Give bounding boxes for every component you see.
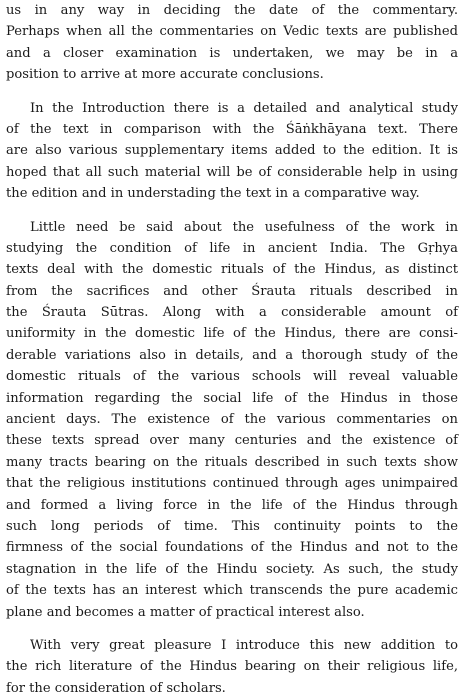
- text-line: us in any way in deciding the date of the commentary.: [6, 3, 458, 18]
- text-line: of the text in comparison with the Śāṅkhāyana text. There: [6, 121, 458, 137]
- text-line: hoped that all such material will be of considerable help in using: [6, 164, 458, 180]
- text-line: the edition and in understading the text in a comparative way.: [6, 186, 420, 202]
- text-line: firmness of the social foundations of the Hindus and not to the: [6, 540, 458, 556]
- text-line: that the religious institutions continued through ages unimpaired: [6, 476, 458, 492]
- text-line: Perhaps when all the commentaries on Vedic texts are published: [6, 24, 458, 40]
- paragraph-1: [6, 0, 458, 86]
- text-line: In the Introduction there is a detailed and analytical study: [30, 100, 458, 116]
- text-line: such long periods of time. This continuity points to the: [6, 518, 458, 534]
- text-line: Little need be said about the usefulness of the work in: [30, 219, 458, 235]
- document-page: [6, 0, 458, 699]
- text-line: for the consideration of scholars.: [6, 680, 226, 696]
- text-line: texts deal with the domestic rituals of the Hindus, as distinct: [6, 262, 458, 278]
- text-line: these texts spread over many centuries and the existence of: [6, 433, 458, 449]
- text-line: ancient days. The existence of the various commentaries on: [6, 412, 458, 428]
- text-line: from the sacrifices and other Śrauta rituals described in: [6, 283, 458, 299]
- text-line: and a closer examination is undertaken, we may be in a: [6, 45, 458, 61]
- text-line: uniformity in the domestic life of the Hindus, there are consi-: [6, 326, 458, 342]
- text-line: are also various supplementary items added to the edition. It is: [6, 143, 458, 159]
- text-line: plane and becomes a matter of practical interest also.: [6, 604, 365, 620]
- text-line: the rich literature of the Hindus bearing on their religious life,: [6, 659, 458, 675]
- paragraph-4: [6, 635, 458, 699]
- text-line: With very great pleasure I introduce this new addition to: [30, 637, 458, 653]
- text-line: stagnation in the life of the Hindu society. As such, the study: [6, 561, 458, 577]
- paragraph-3: [6, 217, 458, 623]
- text-line: the Śrauta Sūtras. Along with a considerable amount of: [6, 305, 458, 321]
- text-line: many tracts bearing on the rituals described in such texts show: [6, 454, 458, 470]
- text-line: and formed a living force in the life of the Hindus through: [6, 497, 458, 513]
- text-line: studying the condition of life in ancient India. The Gṛhya: [6, 240, 458, 256]
- text-line: position to arrive at more accurate conclusions.: [6, 67, 324, 83]
- text-line: of the texts has an interest which transcends the pure academic: [6, 583, 458, 599]
- text-line: domestic rituals of the various schools will reveal valuable: [6, 369, 458, 385]
- paragraph-2: [6, 98, 458, 205]
- text-line: information regarding the social life of the Hindus in those: [6, 390, 458, 406]
- text-line: derable variations also in details, and a thorough study of the: [6, 347, 458, 363]
